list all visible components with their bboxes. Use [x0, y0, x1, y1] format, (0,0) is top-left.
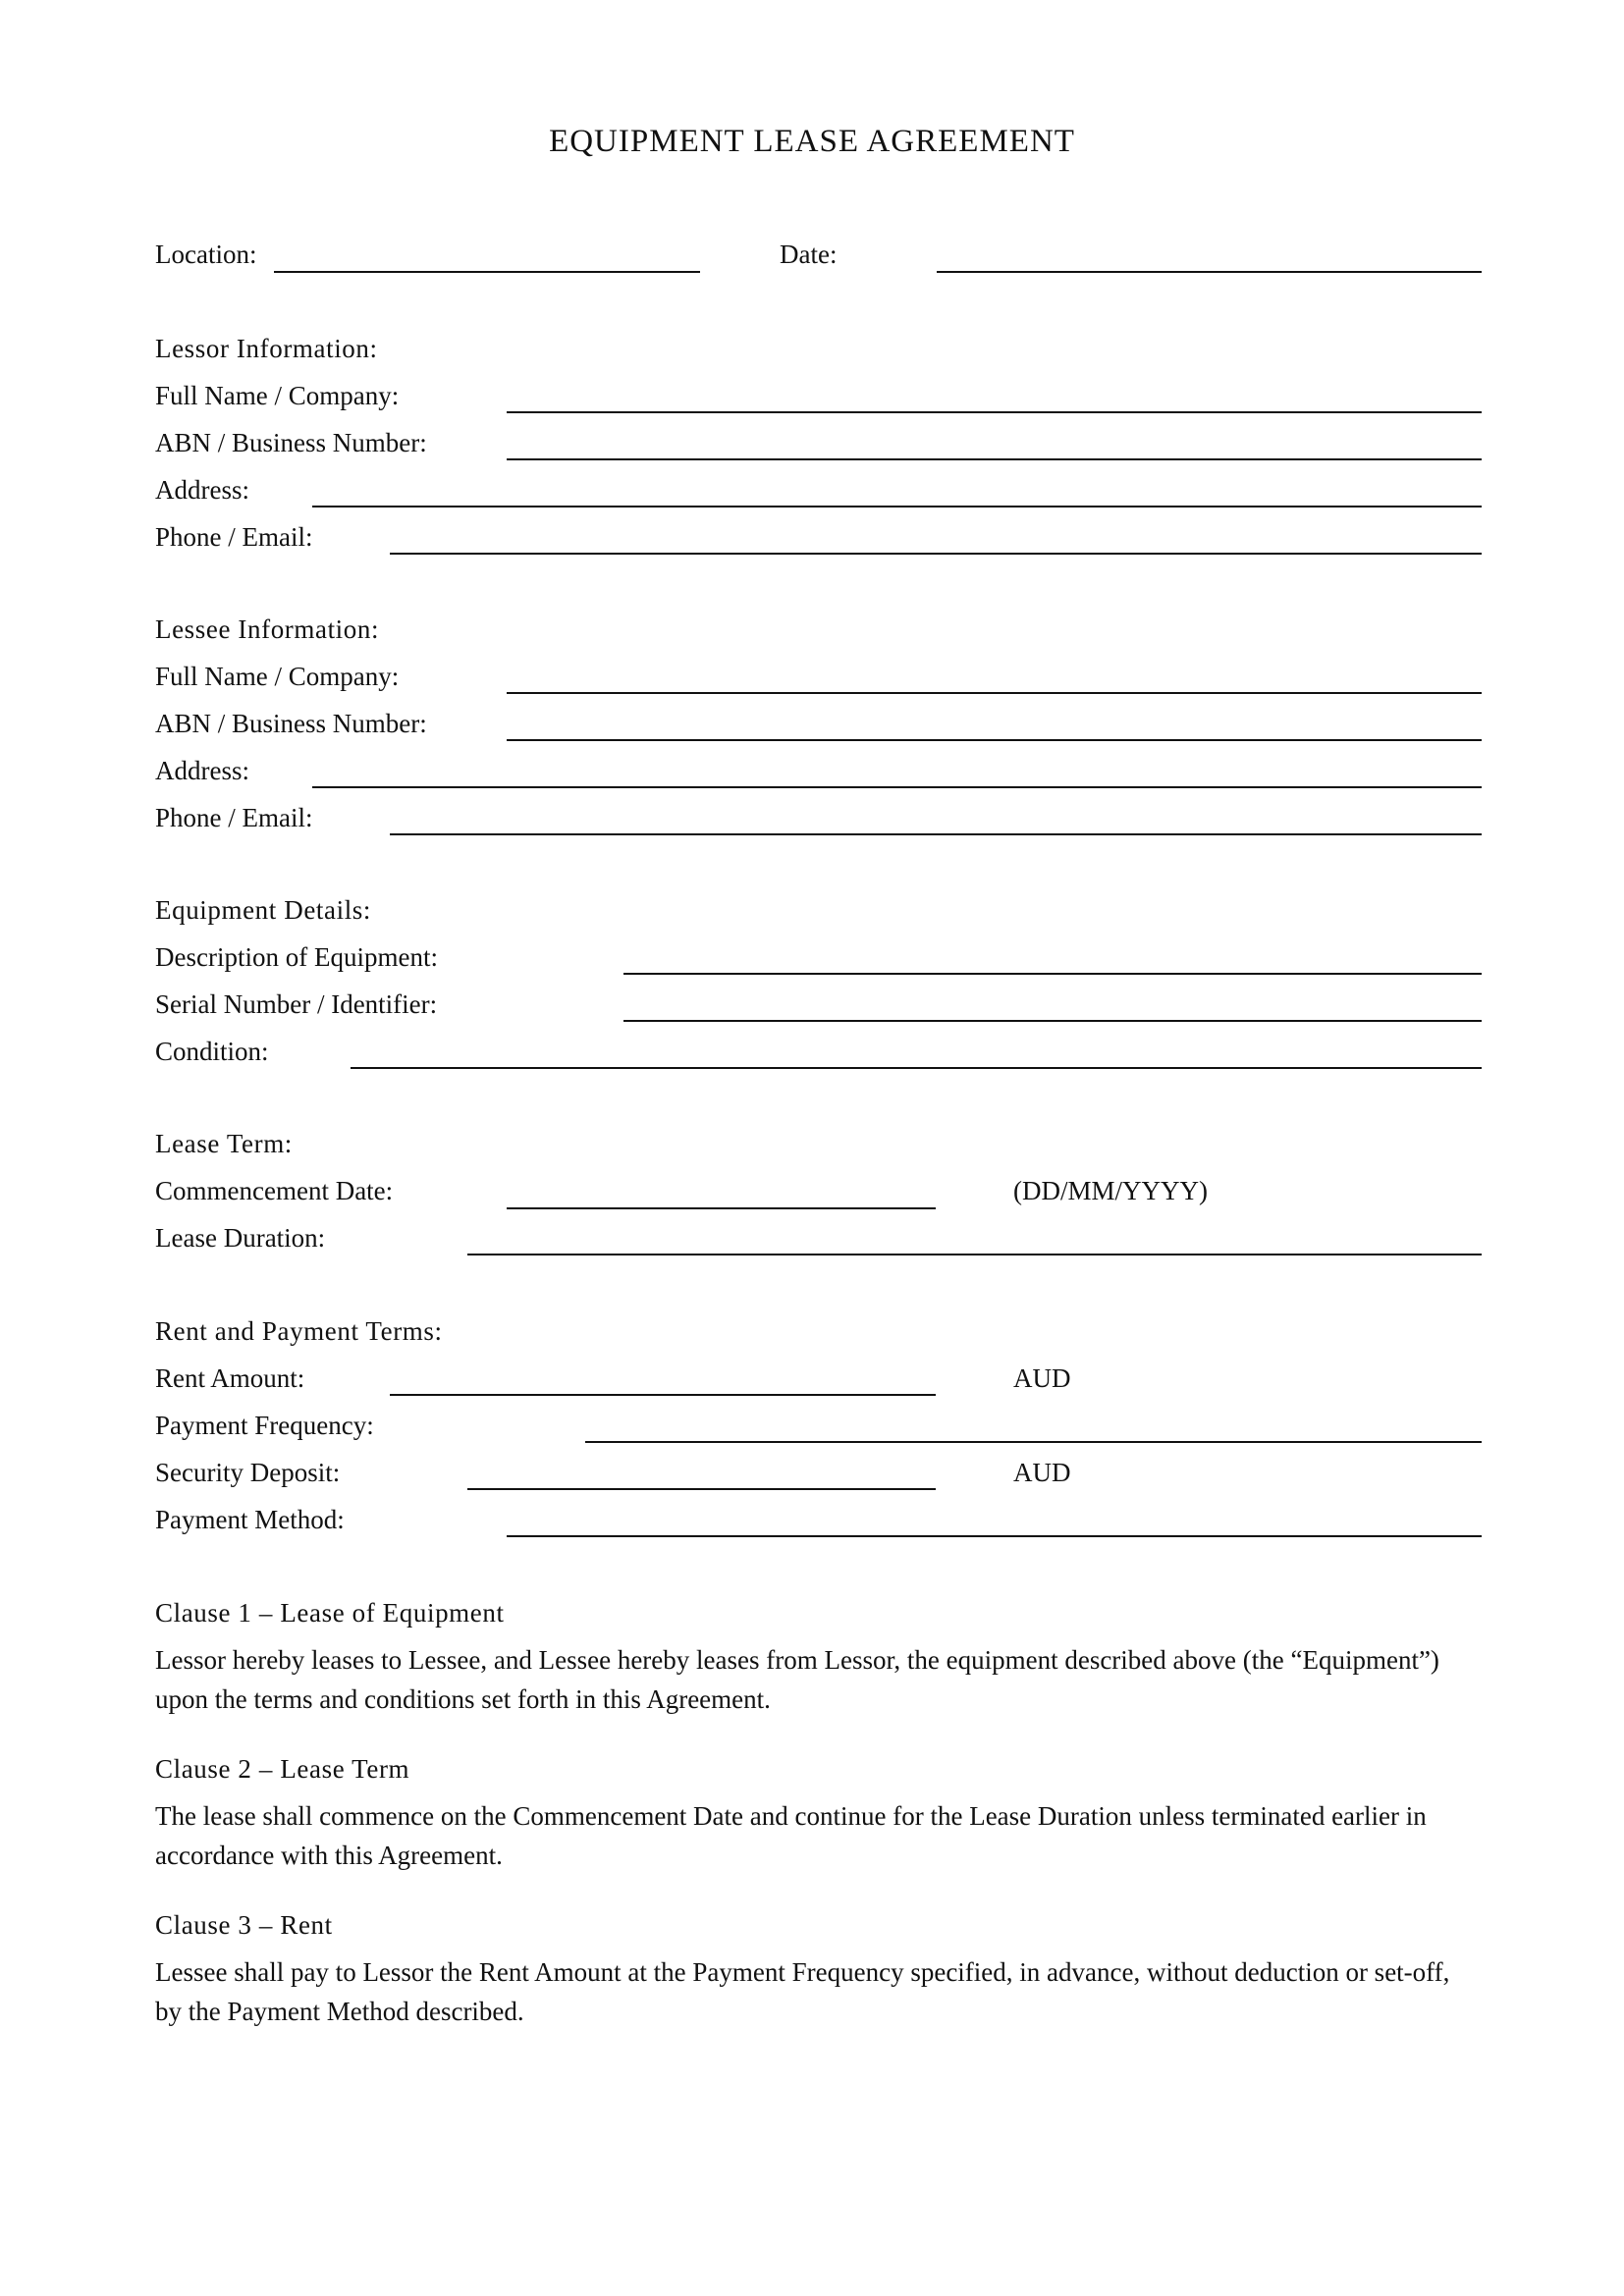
lessor-name-field[interactable] [507, 411, 1482, 413]
lessee-abn-field[interactable] [507, 739, 1482, 741]
security-deposit-unit: AUD [1013, 1458, 1071, 1487]
lessee-contact-label: Phone / Email: [155, 803, 313, 832]
lessee-address-label: Address: [155, 756, 249, 785]
lessor-contact-field[interactable] [390, 553, 1482, 555]
clause-2-text: The lease shall commence on the Commencement Date and continue for the Lease Duration unless terminated earlier in accordance with this Agreement. [155, 1801, 1427, 1870]
payment-method-field[interactable] [507, 1535, 1482, 1537]
lease-duration-label: Lease Duration: [155, 1223, 326, 1253]
equipment-condition-field[interactable] [351, 1067, 1482, 1069]
lessee-abn-label: ABN / Business Number: [155, 709, 427, 738]
clause-3-title: Clause 3 – Rent [155, 1910, 333, 1940]
commencement-date-field[interactable] [507, 1207, 936, 1209]
date-format-hint: (DD/MM/YYYY) [1013, 1176, 1208, 1205]
rent-amount-field[interactable] [390, 1394, 936, 1396]
security-deposit-field[interactable] [467, 1488, 936, 1490]
location-field[interactable] [274, 271, 700, 273]
payment-method-label: Payment Method: [155, 1505, 345, 1534]
payment-frequency-field[interactable] [585, 1441, 1482, 1443]
date-label: Date: [780, 240, 838, 269]
lessee-name-field[interactable] [507, 692, 1482, 694]
lessee-heading: Lessee Information: [155, 614, 380, 644]
lessee-contact-field[interactable] [390, 833, 1482, 835]
clause-1-title: Clause 1 – Lease of Equipment [155, 1598, 505, 1628]
equipment-serial-label: Serial Number / Identifier: [155, 989, 438, 1019]
lessor-address-field[interactable] [312, 506, 1482, 507]
clause-1-text: Lessor hereby leases to Lessee, and Lessee hereby leases from Lessor, the equipment described above (the “Equipment”) upon the terms and conditions set forth in this Agreement. [155, 1645, 1439, 1714]
equipment-description-label: Description of Equipment: [155, 942, 438, 972]
security-deposit-label: Security Deposit: [155, 1458, 341, 1487]
lessee-name-label: Full Name / Company: [155, 662, 400, 691]
lessor-contact-label: Phone / Email: [155, 522, 313, 552]
equipment-condition-label: Condition: [155, 1037, 269, 1066]
clause-2-title: Clause 2 – Lease Term [155, 1754, 410, 1784]
lessor-address-label: Address: [155, 475, 249, 505]
equipment-description-field[interactable] [623, 973, 1482, 975]
lease-duration-field[interactable] [467, 1254, 1482, 1255]
lessor-abn-field[interactable] [507, 458, 1482, 460]
location-label: Location: [155, 240, 257, 269]
lessor-abn-label: ABN / Business Number: [155, 428, 427, 457]
lessor-name-label: Full Name / Company: [155, 381, 400, 410]
rent-amount-unit: AUD [1013, 1363, 1071, 1393]
clause-3-text: Lessee shall pay to Lessor the Rent Amount at the Payment Frequency specified, in advance, without deduction or set-off, by the Payment Method described. [155, 1957, 1450, 2026]
lessee-address-field[interactable] [312, 786, 1482, 788]
document-title: EQUIPMENT LEASE AGREEMENT [549, 124, 1075, 159]
lessor-heading: Lessor Information: [155, 334, 378, 363]
commencement-date-label: Commencement Date: [155, 1176, 394, 1205]
rent-heading: Rent and Payment Terms: [155, 1316, 443, 1346]
equipment-serial-field[interactable] [623, 1020, 1482, 1022]
rent-amount-label: Rent Amount: [155, 1363, 305, 1393]
payment-frequency-label: Payment Frequency: [155, 1411, 374, 1440]
date-field[interactable] [937, 271, 1482, 273]
lease-term-heading: Lease Term: [155, 1129, 293, 1158]
equipment-heading: Equipment Details: [155, 895, 372, 925]
